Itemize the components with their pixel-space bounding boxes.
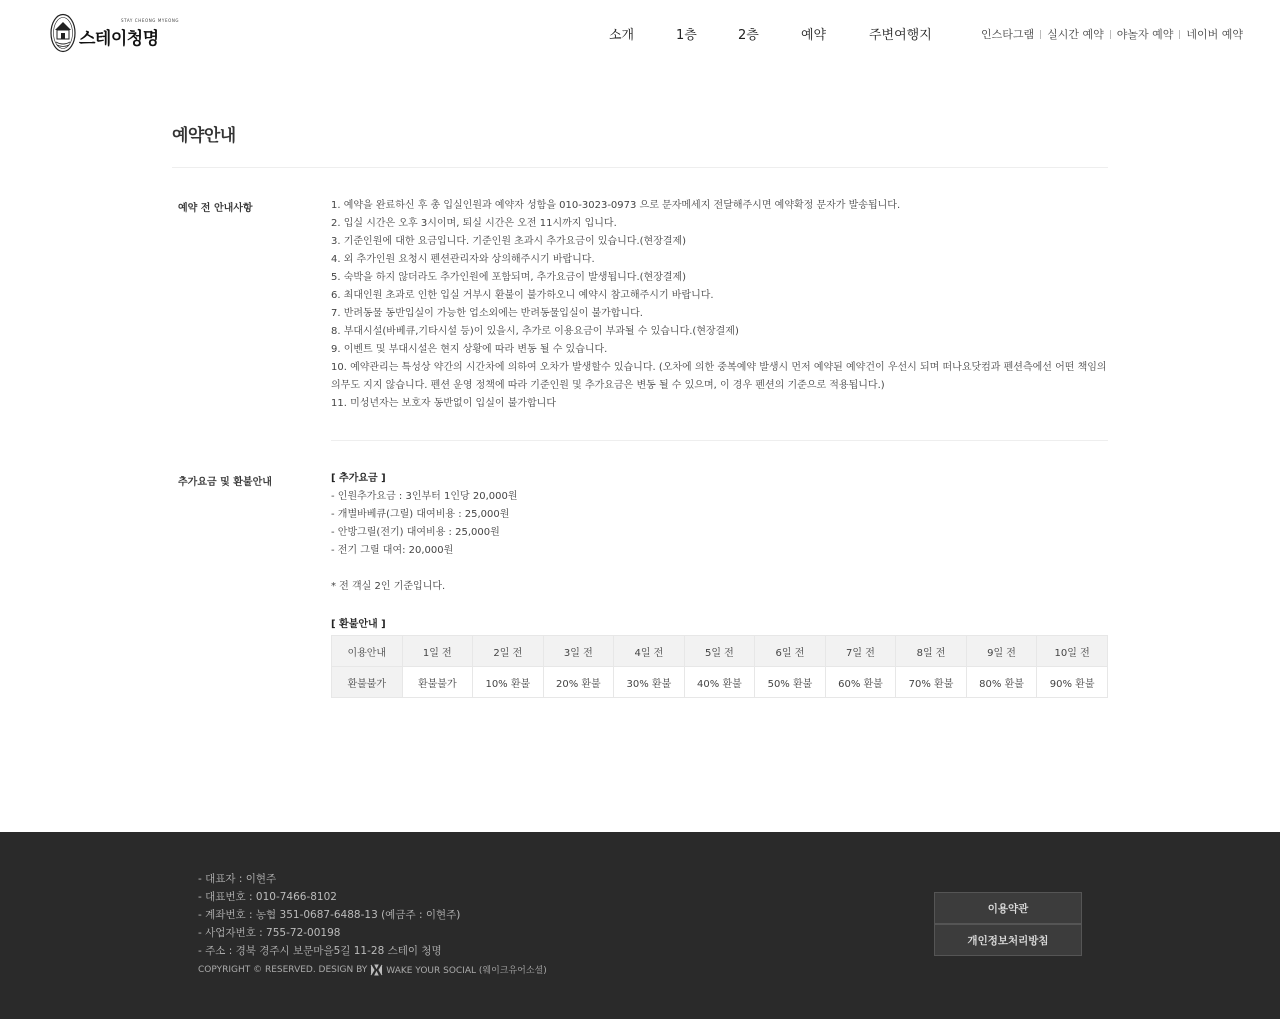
notice-item: 7. 반려동물 동반입실이 가능한 업소외에는 반려동물입실이 불가합니다. (331, 308, 643, 319)
table-cell: 10% 환불 (473, 667, 544, 698)
table-cell: 70% 환불 (896, 667, 967, 698)
table-header-cell: 3일 전 (543, 636, 614, 667)
title-divider (172, 167, 1108, 168)
designer-credit[interactable]: WAKE YOUR SOCIAL (웨이크유어소셜) (386, 966, 547, 976)
notice-list (331, 197, 1108, 413)
table-cell: 환불불가 (402, 667, 473, 698)
table-header-cell: 9일 전 (966, 636, 1037, 667)
table-cell: 30% 환불 (614, 667, 685, 698)
notice-item: 11. 미성년자는 보호자 동반없이 입실이 불가합니다 (331, 398, 556, 409)
table-cell: 60% 환불 (825, 667, 896, 698)
table-header-cell: 7일 전 (825, 636, 896, 667)
table-cell: 20% 환불 (543, 667, 614, 698)
table-cell: 90% 환불 (1037, 667, 1108, 698)
refund-table-header (332, 636, 1108, 667)
logo-emblem-icon (50, 13, 76, 53)
divider (1179, 30, 1180, 39)
table-cell: 50% 환불 (755, 667, 826, 698)
extra-fee-item: - 개별바베큐(그릴) 대여비용 : 25,000원 (331, 509, 510, 520)
table-header-cell: 5일 전 (684, 636, 755, 667)
notice-item: 5. 숙박을 하지 않더라도 추가인원에 포함되며, 추가요금이 발생됩니다.(현장결제) (331, 272, 687, 283)
footer-info-line: - 주소 : 경북 경주시 보문마을5길 11-28 스테이 청명 (198, 945, 442, 957)
table-header-cell: 1일 전 (402, 636, 473, 667)
refund-title: [ 환불안내 ] (331, 619, 386, 630)
table-cell: 80% 환불 (966, 667, 1037, 698)
notice-item: 6. 최대인원 초과로 인한 입실 거부시 환불이 불가하오니 예약시 참고해주시기 바랍니다. (331, 290, 714, 301)
nav-item-nearby[interactable]: 주변여행지 (869, 28, 932, 43)
divider (1110, 30, 1111, 39)
designer-logo-icon (370, 964, 383, 976)
util-links (981, 26, 1243, 42)
notice-section-label: 예약 전 안내사항 (178, 203, 253, 214)
copyright (198, 963, 547, 976)
site-footer (0, 832, 1280, 1019)
table-row (332, 667, 1108, 698)
table-header-cell: 2일 전 (473, 636, 544, 667)
terms-button[interactable]: 이용약관 (934, 892, 1082, 924)
footer-info-line: - 대표번호 : 010-7466-8102 (198, 891, 337, 903)
notice-item: 3. 기준인원에 대한 요금입니다. 기준인원 초과시 추가요금이 있습니다.(현장결제) (331, 236, 687, 247)
section-divider (331, 440, 1108, 441)
notice-item: 8. 부대시설(바베큐,기타시설 등)이 있을시, 추가로 이용요금이 부과될 수 있습니다.(현장결제) (331, 326, 739, 337)
nav-item-intro[interactable]: 소개 (609, 28, 635, 43)
logo-title: 스테이청명 (79, 28, 159, 49)
nav-item-floor2[interactable]: 2층 (738, 28, 759, 43)
nav-item-floor1[interactable]: 1층 (676, 28, 697, 43)
realtime-reservation-link[interactable]: 실시간 예약 (1047, 28, 1104, 41)
table-header-cell: 6일 전 (755, 636, 826, 667)
notice-item: 2. 입실 시간은 오후 3시이며, 퇴실 시간은 오전 11시까지 입니다. (331, 218, 617, 229)
extra-fee-item: - 인원추가요금 : 3인부터 1인당 20,000원 (331, 491, 518, 502)
copyright-text: COPYRIGHT © RESERVED. DESIGN BY (198, 964, 368, 975)
site-header (0, 0, 1280, 66)
divider (1040, 30, 1041, 39)
business-info (198, 870, 460, 960)
fees-section-label: 추가요금 및 환불안내 (178, 477, 272, 488)
instagram-link[interactable]: 인스타그램 (980, 28, 1035, 41)
logo-subtitle: STAY CHEONG MYEONG (121, 17, 180, 23)
base-occupancy-note: * 전 객실 2인 기준입니다. (331, 581, 446, 592)
notice-item: 4. 외 추가인원 요청시 펜션관리자와 상의해주시기 바랍니다. (331, 254, 595, 265)
site-logo[interactable] (50, 13, 179, 53)
table-header-cell: 4일 전 (614, 636, 685, 667)
footer-info-line: - 계좌번호 : 농협 351-0687-6488-13 (예금주 : 이현주) (198, 909, 461, 921)
extra-fee-title: [ 추가요금 ] (331, 473, 386, 484)
table-header-cell: 8일 전 (896, 636, 967, 667)
table-header-cell: 이용안내 (332, 636, 403, 667)
extra-fee-item: - 안방그릴(전기) 대여비용 : 25,000원 (331, 527, 500, 538)
page-title: 예약안내 (172, 126, 236, 146)
nav-item-reservation[interactable]: 예약 (801, 28, 827, 43)
extra-fee-list (331, 470, 1108, 634)
footer-info-line: - 사업자번호 : 755-72-00198 (198, 927, 341, 939)
footer-info-line: - 대표자 : 이현주 (198, 873, 277, 885)
table-cell: 40% 환불 (684, 667, 755, 698)
notice-item: 10. 예약관리는 특성상 약간의 시간차에 의하여 오차가 발생할수 있습니다. (오차에 의한 중복예약 발생시 먼저 예약된 예약건이 우선시 되며 떠나요닷컴과 펜션측에선 어떤 책임의 의무도 지지 않습니다. 펜션 운영 정책에 따라 기준인원 및 추가요금은 변동 될 수 있으며, 이 경우 펜션의 기준으로 적용됩니다.) (331, 362, 1107, 391)
table-row-head: 환불불가 (332, 667, 403, 698)
refund-table (331, 635, 1108, 698)
naver-reservation-link[interactable]: 네이버 예약 (1186, 28, 1243, 41)
yanolja-reservation-link[interactable]: 야놀자 예약 (1116, 28, 1174, 41)
notice-item: 9. 이벤트 및 부대시설은 현지 상황에 따라 변동 될 수 있습니다. (331, 344, 608, 355)
extra-fee-item: - 전기 그릴 대여: 20,000원 (331, 545, 454, 556)
table-header-cell: 10일 전 (1037, 636, 1108, 667)
notice-item: 1. 예약을 완료하신 후 총 입실인원과 예약자 성함을 010-3023-0973 으로 문자메세지 전달해주시면 예약확정 문자가 발송됩니다. (331, 200, 901, 211)
privacy-policy-button[interactable]: 개인정보처리방침 (934, 924, 1082, 956)
